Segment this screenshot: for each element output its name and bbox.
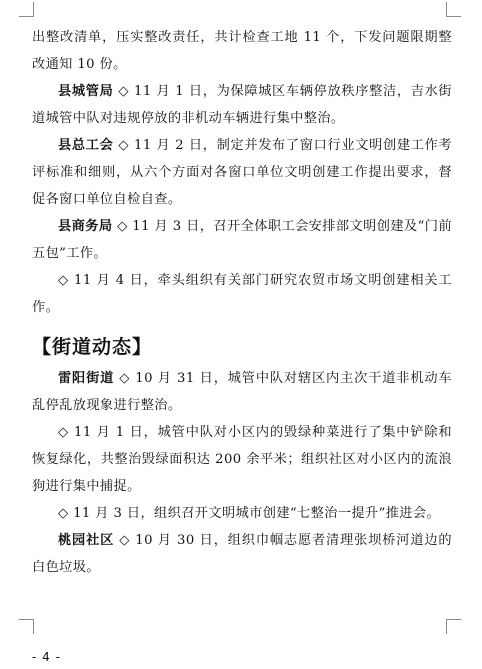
entry-text: ◇ 11 月 1 日，为保障城区车辆停放秩序整洁，吉水街道城管中队对违规停放的非机动车辆进行集中整治。 bbox=[32, 84, 453, 126]
paragraph-leiyang-item-2: ◇ 11 月 1 日，城管中队对小区内的毁绿种菜进行了集中铲除和恢复绿化，共整治毁绿面积达 200 余平米；组织社区对小区内的流浪狗进行集中捕捉。 bbox=[32, 425, 452, 494]
entry-text: ◇ 11 月 3 日，召开全体职工会安排部文明创建及“门前五包”工作。 bbox=[32, 219, 452, 261]
crop-mark-top-left bbox=[19, 2, 34, 17]
paragraph-leiyang-item-3: ◇ 11 月 3 日，组织召开文明城市创建“七整治一提升”推进会。 bbox=[58, 506, 441, 521]
entry-text: ◇ 11 月 2 日，制定并发布了窗口行业文明创建工作考评标准和细则，从六个方面对各窗口单位文明创建工作提出要求，督促各窗口单位自检自查。 bbox=[32, 138, 453, 207]
crop-mark-bottom-left bbox=[19, 619, 34, 634]
paragraph-taoyuan-community bbox=[32, 527, 452, 581]
crop-mark-top-right bbox=[446, 2, 461, 17]
org-name: 县商务局 bbox=[58, 219, 113, 234]
spacer bbox=[32, 321, 452, 333]
entry-text: ◇ 10 月 31 日，城管中队对辖区内主次干道非机动车乱停乱放现象进行整治。 bbox=[32, 371, 453, 413]
paragraph-county-trade-union bbox=[32, 132, 452, 213]
org-name: 雷阳街道 bbox=[58, 371, 115, 386]
org-name: 县城管局 bbox=[58, 84, 114, 99]
section-title-street-news: 【街道动态】 bbox=[32, 336, 153, 358]
crop-mark-bottom-right bbox=[446, 619, 461, 634]
document-body bbox=[32, 24, 452, 581]
entry-text: ◇ 10 月 30 日，组织巾帼志愿者清理张坝桥河道边的白色垃圾。 bbox=[32, 533, 453, 575]
paragraph-continuation: 出整改清单，压实整改责任，共计检查工地 11 个，下发问题限期整改通知 10 份。 bbox=[32, 30, 452, 72]
page-number: - 4 - bbox=[32, 650, 61, 664]
paragraph-leiyang-street bbox=[32, 365, 452, 419]
org-name: 桃园社区 bbox=[58, 533, 115, 548]
org-name: 县总工会 bbox=[58, 138, 114, 153]
paragraph-county-urban-management bbox=[32, 78, 452, 132]
paragraph-county-commerce-bureau bbox=[32, 213, 452, 267]
paragraph-commerce-followup: ◇ 11 月 4 日，牵头组织有关部门研究农贸市场文明创建相关工作。 bbox=[32, 273, 452, 315]
